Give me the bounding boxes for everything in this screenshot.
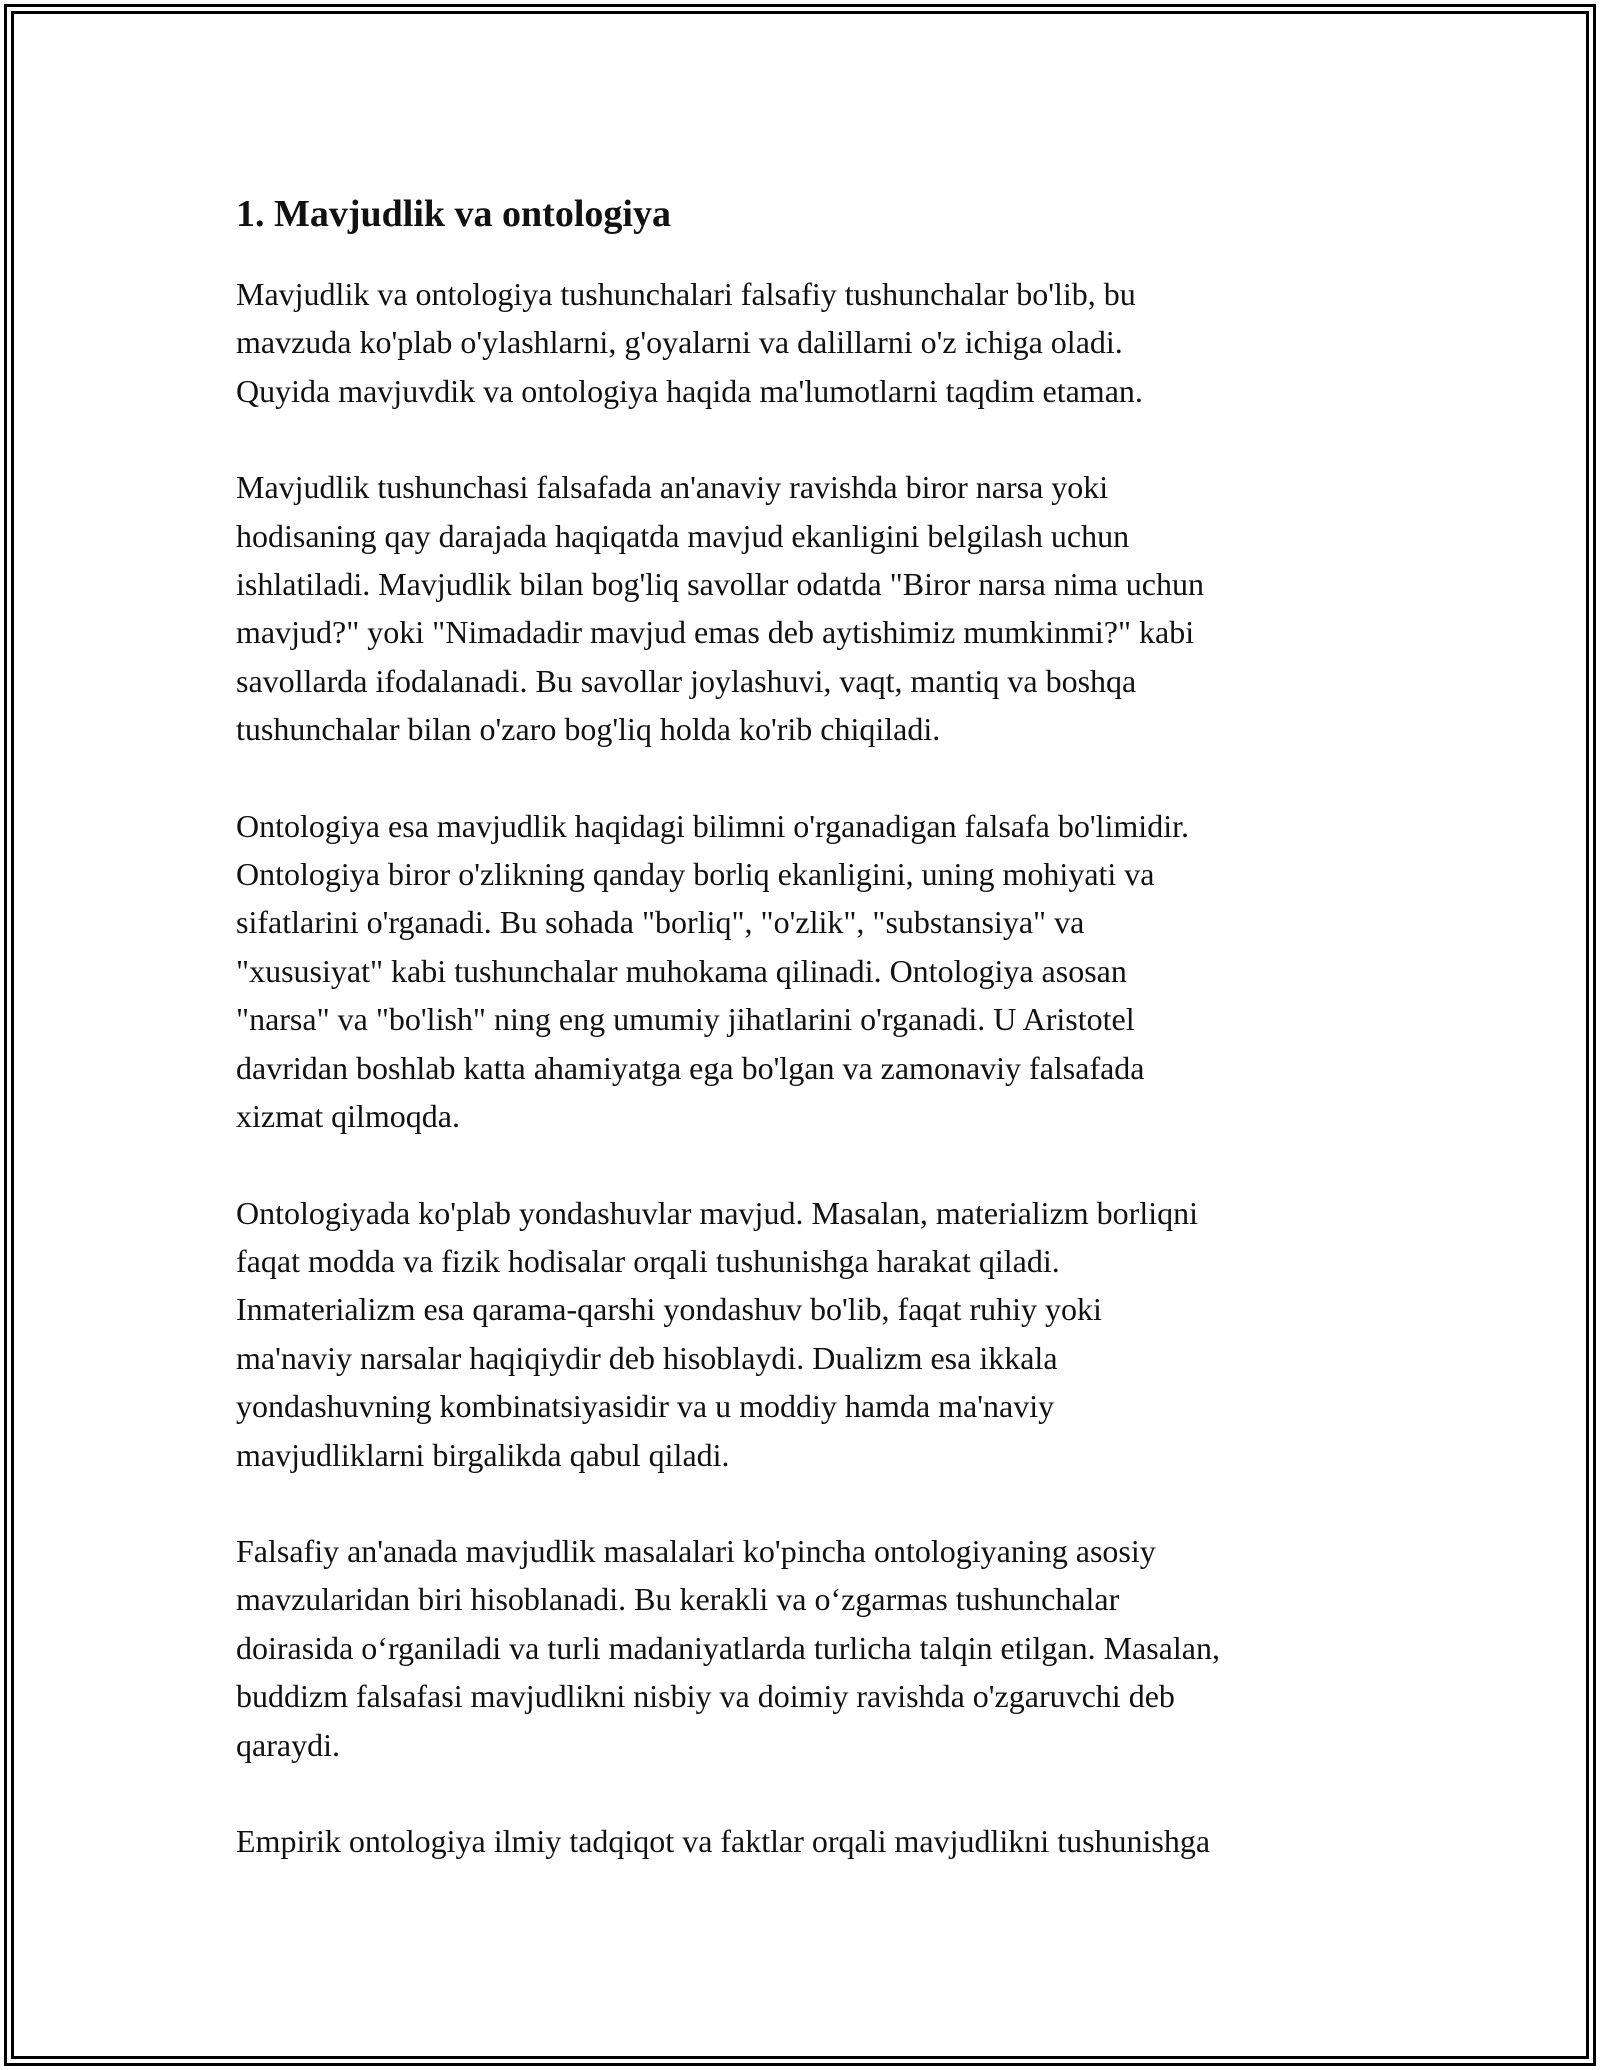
- paragraph-approaches: Ontologiyada ko'plab yondashuvlar mavjud. Masalan, materializm borliqni faqat modda va fizik hodisalar orqali tushunishga harakat qiladi. Inmaterializm esa qarama-qarshi yondashuv bo'lib, faqat ruhiy yoki ma'naviy narsalar haqiqiydir deb hisoblaydi. Dualizm esa ikkala yondashuvning kombinatsiyasidir va u moddiy hamda ma'naviy mavjudliklarni birgalikda qabul qiladi.: [236, 1194, 1198, 1473]
- paragraph-empirical: Empirik ontologiya ilmiy tadqiqot va faktlar orqali mavjudlikni tushunishga: [236, 1822, 1211, 1859]
- section-heading: 1. Mavjudlik va ontologiya: [236, 193, 671, 235]
- paragraph-tradition: Falsafiy an'anada mavjudlik masalalari ko'pincha ontologiyaning asosiy mavzularidan biri hisoblanadi. Bu kerakli va oʻzgarmas tushunchalar doirasida oʻrganiladi va turli madaniyatlarda turlicha talqin etilgan. Masalan, buddizm falsafasi mavjudlikni nisbiy va doimiy ravishda o'zgaruvchi deb qaraydi.: [236, 1532, 1220, 1763]
- paragraph-existence: Mavjudlik tushunchasi falsafada an'anaviy ravishda biror narsa yoki hodisaning qay darajada haqiqatda mavjud ekanligini belgilash uchun ishlatiladi. Mavjudlik bilan bog'liq savollar odatda "Biror narsa nima uchun mavjud?" yoki "Nimadadir mavjud emas deb aytishimiz mumkinmi?" kabi savollarda ifodalanadi. Bu savollar joylashuvi, vaqt, mantiq va boshqa tushunchalar bilan o'zaro bog'liq holda ko'rib chiqiladi.: [236, 469, 1204, 748]
- paragraph-ontology: Ontologiya esa mavjudlik haqidagi bilimni o'rganadigan falsafa bo'limidir. Ontologiya biror o'zlikning qanday borliq ekanligini, uning mohiyati va sifatlarini o'rganadi. Bu sohada "borliq", "o'zlik", "substansiya" va "xususiyat" kabi tushunchalar muhokama qilinadi. Ontologiya asosan "narsa" va "bo'lish" ning eng umumiy jihatlarini o'rganadi. U Aristotel davridan boshlab katta ahamiyatga ega bo'lgan va zamonaviy falsafada xizmat qilmoqda.: [236, 807, 1189, 1135]
- document-body: [236, 190, 1386, 1913]
- paragraph-intro: Mavjudlik va ontologiya tushunchalari falsafiy tushunchalar bo'lib, bu mavzuda ko'plab o'ylashlarni, g'oyalarni va dalillarni o'z ichiga oladi. Quyida mavjuvdik va ontologiya haqida ma'lumotlarni taqdim etaman.: [236, 276, 1143, 409]
